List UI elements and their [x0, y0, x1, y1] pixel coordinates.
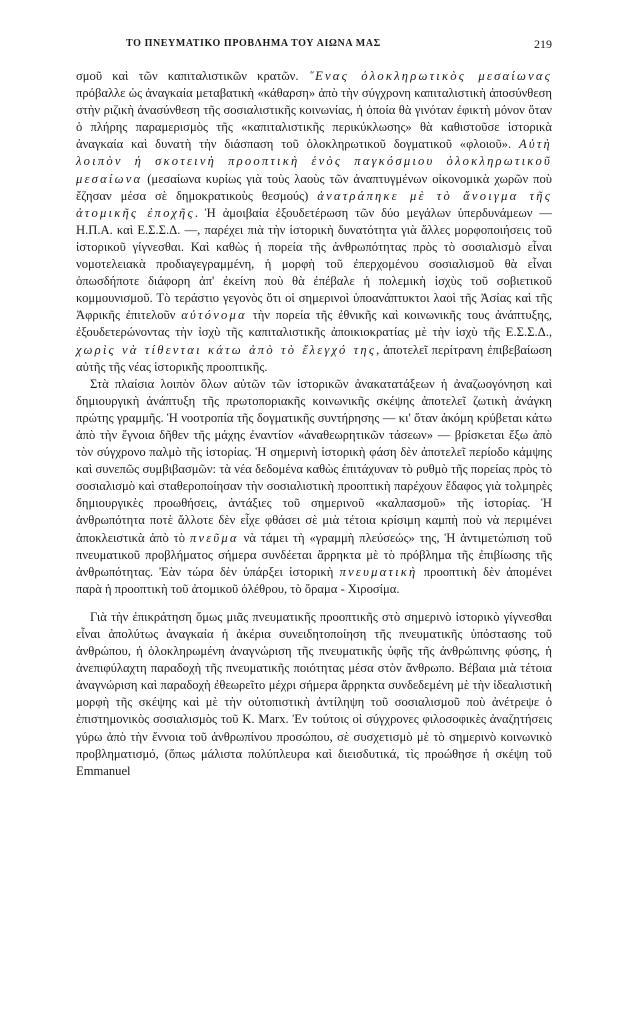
emphasized-text: πνεῦμα: [189, 530, 239, 545]
page-number: 219: [534, 37, 552, 51]
paragraph: [76, 68, 552, 376]
paragraph-text: νὰ τάμει τὴ «γραμμὴ πλεύσεώς» της, Ἡ ἀντιμετώπιση τοῦ πνευματικοῦ προβλήματος σήμερα συνδέεται ἄρρηκτα μὲ τὸ πρόβλημα τῆς ἐπιβίωσης τῆς ἀνθρωπότητας. Ἐὰν τώρα δὲν ὑπάρξει ἱστορικὴ: [76, 530, 552, 579]
emphasized-text: ἀνατράπηκε μὲ τὸ ἄνοιγμα τῆς ἀτομικῆς ἐποχῆς: [76, 188, 553, 220]
emphasized-text: Αὐτὴ λοιπὸν ἡ σκοτεινὴ προοπτικὴ ἑνὸς παγκόσμιου ὁλοκληρωτικοῦ μεσαίωνα: [76, 137, 552, 186]
paragraph: [76, 609, 552, 780]
paragraph: [76, 376, 552, 598]
paragraph-text: , ἀποτελεῖ περίτρανη ἐπιβεβαίωση αὐτῆς τῆς νέας ἱστορικῆς προοπτικῆς.: [76, 342, 553, 374]
emphasized-text: αὐτόνομα: [181, 308, 247, 323]
body-text: [76, 68, 552, 780]
paragraph-text: τὴν πορεία τῆς ἐθνικῆς καὶ κοινωνικῆς τους ἀνάπτυξης, ἐξουδετερώνοντας τὴν ἰσχὺ τῆς καπιταλιστικῆς ἀποικιοκρατίας μὲ τὴν ἰσχὺ τῆς Ε.Σ.Σ.Δ.,: [76, 308, 552, 340]
paragraph-text: πρόβαλλε ὡς ἀναγκαία μεταβατικὴ «κάθαρση» ἀπὸ τὴν σύγχρονη καπιταλιστικὴ ἀποσύνθεση στὴν ριζικὴ ἀνασύνθεση τῆς σοσιαλιστικῆς κοινωνίας, ἡ ὁποία θὰ γινόταν ἐφικτὴ μόνον ὅταν ὁ πλήρης παραμερισμὸς τῆς «καπιταλιστικῆς περικύκλωσης» θὰ καθιστοῦσε ἱστορικὰ ἀναγκαία καὶ δυνατὴ τὴν διάσπαση τοῦ ὁλοκληρωτικοῦ δογματικοῦ «φλοιοῦ».: [76, 86, 552, 152]
paragraph-text: προοπτικὴ δὲν ἀπομένει παρὰ ἡ προοπτικὴ τοῦ ἀτομικοῦ ὀλέθρου, τὸ ὅραμα - Χιροσίμα.: [76, 564, 552, 596]
paragraph-text: (μεσαίωνα κυρίως γιὰ τοὺς λαοὺς τῶν ἀναπτυγμένων οἰκονομικὰ χωρῶν ποὺ ἔζησαν μέσα σὲ δημοκρατικοὺς θεσμούς): [76, 171, 552, 203]
emphasized-text: πνευματικὴ: [339, 564, 418, 579]
page-header: [76, 38, 552, 54]
paragraph-text: Στὰ πλαίσια λοιπὸν ὅλων αὐτῶν τῶν ἱστορικῶν ἀνακατατάξεων ἡ ἀναζωογόνηση καὶ δημιουργικὴ ἀνάπτυξη τῆς πρωτοποριακῆς κοινωνικῆς σκέψης ἀποτελεῖ ζωτικὴ ἀνάγκη πρώτης γραμμῆς. Ἡ νοοτροπία τῆς δογματικῆς συντήρησης — κι' ὅταν ἀκόμη κρύβεται κάτω ἀπὸ τὴν ἔγνοια δῆθεν τῆς μάχης ἐναντίον «ἀναθεωρητικῶν τάσεων» — βρίσκεται ἔξω ἀπὸ τὸν σύγχρονο παλμὸ τῆς ἱστορίας. Ἡ σημερινὴ ἱστορικὴ φάση δὲν ἀποτελεῖ περίοδο κάμψης καὶ συνεπῶς συμβιβασμῶν: τὰ νέα δεδομένα καθὼς ἐπιτάχυναν τὸ ρυθμὸ τῆς πορείας πρὸς τὸ σοσιαλισμὸ καὶ σταθεροποίησαν τὴν σοσιαλιστικὴ προοπτικὴ παρέχουν ἔδαφος γιὰ τολμηρὲς δημιουργικὲς προωθήσεις, ἀντάξιες τοῦ σημερινοῦ «καλπασμοῦ» τῆς ἱστορίας. Ἡ ἀνθρωπότητα ποτὲ ἄλλοτε δὲν εἶχε φθάσει σὲ μιὰ τέτοια κρίσιμη καμπὴ ποὺ νὰ περιμένει ἀποκλειστικὰ ἀπὸ τὸ: [76, 376, 552, 545]
emphasized-text: ῞Ενας ὁλοκληρωτικὸς μεσαίωνας: [308, 69, 552, 83]
paragraph-text: . Ἡ ἀμοιβαία ἐξουδετέρωση τῶν δύο μεγάλων ὑπερδυνάμεων — Η.Π.Α. καὶ Ε.Σ.Σ.Δ. —, παρέχει πιὰ τὴν ἱστορικὴ δυνατότητα γιὰ ἄλλες μορφοποιήσεις τοῦ ἱστορικοῦ γίγνεσθαι. Καὶ καθὼς ἡ πορεία τῆς ἀνθρωπότητας πρὸς τὸ σοσιαλισμὸ εἶναι νομοτελειακὰ προδιαγεγραμμένη, ἡ μορφὴ τοῦ ἐπερχομένου σοσιαλισμοῦ θὰ εἶναι ὁπωσδήποτε διάφορη ἀπ' ἐκείνη ποὺ θὰ ἐπέβαλε ἡ πολεμικὴ ἰσχὺς τοῦ σοβιετικοῦ κομμουνισμοῦ. Τὸ τεράστιο γεγονὸς ὅτι οἱ σημερινοὶ ὑποανάπτυκτοι λαοὶ τῆς Ἀσίας καὶ τῆς Ἀφρικῆς ἐπιτελοῦν: [76, 205, 552, 323]
paragraph-text: Γιὰ τὴν ἐπικράτηση ὅμως μιᾶς πνευματικῆς προοπτικῆς στὸ σημερινὸ ἱστορικὸ γίγνεσθαι εἶναι ἀπολύτως ἀναγκαία ἡ ἀκέρια συνειδητοποίηση τῆς πνευματικῆς ὑπόστασης τοῦ ἀνθρώπου, ἡ ὁλοκληρωμένη ἀναγνώριση τῆς πνευματικῆς ὑφῆς τῆς ἀνθρώπινης φύσης, ἡ ἀνεπιφύλαχτη παραδοχὴ τῆς πνευματικῆς ποιότητας μέσα στὸν ἄνθρωπο. Βέβαια μιὰ τέτοια ἀναγνώριση καὶ παραδοχὴ ἐθεωρεῖτο μέχρι σήμερα ἄρρηκτα συνδεδεμένη μὲ τὴν ἰδεαλιστικὴ μορφὴ τῆς σκέψης καὶ μὲ τὴν οὐτοπιστικὴ ἀντίληψη τοῦ σοσιαλισμοῦ ποὺ ἀνέτρεψε ὁ ἐπιστημονικὸς σοσιαλισμὸς τοῦ K. Marx. Ἐν τούτοις οἱ σύγχρονες φιλοσοφικὲς ἀναζητήσεις γύρω ἀπὸ τὴν ἔννοια τοῦ ἀνθρωπίνου προσώπου, σὲ συσχετισμὸ μὲ τὸ σημερινὸ κοινωνικὸ προβληματισμό, (ὅπως μάλιστα πολύπλευρα καὶ διεισδυτικά, τὶς προώθησε ἡ σκέψη τοῦ Emmanuel: [76, 609, 552, 778]
paragraph-text: σμοῦ καὶ τῶν καπιταλιστικῶν κρατῶν.: [76, 69, 309, 83]
emphasized-text: χωρὶς νὰ τίθενται κάτω ἀπὸ τὸ ἔλεγχό της: [76, 342, 377, 357]
running-title: ΤΟ ΠΝΕΥΜΑΤΙΚΟ ΠΡΟΒΛΗΜΑ ΤΟΥ ΑΙΩΝΑ ΜΑΣ: [126, 38, 381, 49]
